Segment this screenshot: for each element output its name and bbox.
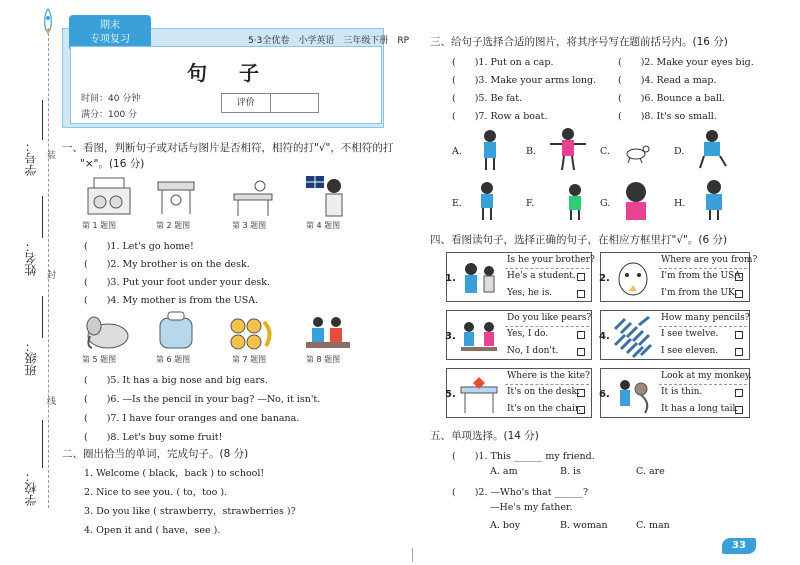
review-tag-line2: 专项复习 <box>90 34 130 45</box>
s1-item-3[interactable]: ( )3. Put your foot under your desk. <box>84 277 271 288</box>
s4-box6-divider <box>659 384 747 385</box>
picture-e <box>472 180 502 222</box>
s4-box-6 <box>600 368 750 418</box>
section3-heading: 三、给句子选择合适的图片，将其序号写在题前括号内。(16 分) <box>430 36 728 48</box>
binding-mark-line: 线 <box>45 396 55 405</box>
page-title: 句 子 <box>187 61 265 85</box>
time-limit: 时间：40 分钟 <box>81 94 141 104</box>
s4-box6-number: 6. <box>599 389 610 400</box>
s4-box2-question: Where are you from? <box>661 255 758 265</box>
choice-letter-c: C. <box>600 146 610 157</box>
s4-box3-checkbox-a[interactable] <box>577 331 585 339</box>
s4-box6-option-b: It has a long tail. <box>661 404 739 414</box>
s4-box3-question: Do you like pears? <box>507 313 592 323</box>
s1-item-1[interactable]: ( )1. Let's go home! <box>84 241 194 252</box>
s4-box-3 <box>446 310 592 360</box>
section5-heading: 五、单项选择。(14 分) <box>430 430 539 442</box>
s4-box4-divider <box>659 326 747 327</box>
s4-box-5 <box>446 368 592 418</box>
school-line[interactable] <box>42 420 43 468</box>
picture-d <box>696 128 730 170</box>
s5-q2-option-c[interactable]: C. man <box>636 520 670 531</box>
s4-box4-option-a: I see twelve. <box>661 329 719 339</box>
binding-dashed-line <box>48 28 49 508</box>
s4-box2-picture <box>611 257 655 301</box>
section1-heading-cont: "×"。(16 分) <box>80 158 145 170</box>
page-number: 33 <box>722 538 756 554</box>
binding-mark-zhuang: 装 <box>45 150 55 159</box>
question3-picture <box>230 178 280 218</box>
s4-box6-checkbox-b[interactable] <box>735 406 743 414</box>
s4-box3-option-b: No, I don't. <box>507 346 559 356</box>
caption-question5: 第 5 题图 <box>82 355 117 364</box>
s4-box3-checkbox-b[interactable] <box>577 348 585 356</box>
caption-question2: 第 2 题图 <box>156 221 191 230</box>
s4-box-1 <box>445 252 595 302</box>
s4-box-4 <box>600 310 750 360</box>
school-label: 学校： <box>24 470 38 506</box>
choice-letter-b: B. <box>526 146 537 157</box>
student-id-line[interactable] <box>42 100 43 140</box>
s4-box5-question: Where is the kite? <box>507 371 590 381</box>
evaluation-label: 评价 <box>222 94 271 112</box>
s4-box6-checkbox-a[interactable] <box>735 389 743 397</box>
s4-box5-divider <box>505 384 589 385</box>
s2-item-3[interactable]: 3. Do you like ( strawberry，strawberries )? <box>84 506 296 517</box>
s4-box6-option-a: It is thin. <box>661 387 703 397</box>
s5-question-2[interactable]: ( )2. —Who's that ______? <box>452 487 589 498</box>
s4-box1-checkbox-a[interactable] <box>577 273 585 281</box>
s4-box6-picture <box>611 373 655 417</box>
s4-box-2 <box>599 252 758 302</box>
caption-question3: 第 3 题图 <box>232 221 267 230</box>
s4-box3-picture <box>457 315 501 359</box>
review-tag-line1: 期末 <box>100 20 120 31</box>
s3-item-7[interactable]: ( )7. Row a boat. <box>452 111 548 122</box>
s5-q1-option-c[interactable]: C. are <box>636 466 665 477</box>
picture-c <box>622 140 652 164</box>
s4-box4-option-b: I see eleven. <box>661 346 719 356</box>
choice-letter-a: A. <box>452 146 462 157</box>
s3-item-8[interactable]: ( )8. It's so small. <box>618 111 717 122</box>
s4-box5-option-a: It's on the desk. <box>507 387 580 397</box>
caption-question8: 第 8 题图 <box>306 355 341 364</box>
s4-box1-question: Is he your brother? <box>507 255 595 265</box>
s3-item-3[interactable]: ( )3. Make your arms long. <box>452 75 597 86</box>
question5-picture <box>84 314 132 350</box>
s4-box5-number: 5. <box>445 389 456 400</box>
s3-item-6[interactable]: ( )6. Bounce a ball. <box>618 93 725 104</box>
name-line[interactable] <box>42 196 43 238</box>
s5-q2-answer: —He's my father. <box>490 502 573 513</box>
s1-item-2[interactable]: ( )2. My brother is on the desk. <box>84 259 250 270</box>
question4-picture <box>304 174 350 218</box>
s3-item-5[interactable]: ( )5. Be fat. <box>452 93 523 104</box>
s5-q1-option-b[interactable]: B. is <box>560 466 581 477</box>
caption-question1: 第 1 题图 <box>82 221 117 230</box>
s4-box2-number: 2. <box>599 273 610 284</box>
series-label: 5·3全优卷 小学英语 三年级下册 RP <box>248 36 409 46</box>
s4-box1-divider <box>505 268 589 269</box>
s1-item-6[interactable]: ( )6. —Is the pencil in your bag? —No, it isn't. <box>84 394 321 405</box>
s2-item-1[interactable]: 1. Welcome ( black，back ) to school! <box>84 468 265 479</box>
s4-box5-checkbox-a[interactable] <box>577 389 585 397</box>
s4-box2-checkbox-a[interactable] <box>735 273 743 281</box>
s4-box3-option-a: Yes, I do. <box>507 329 549 339</box>
s1-item-8[interactable]: ( )8. Let's buy some fruit! <box>84 432 223 443</box>
choice-letter-f: F. <box>526 198 535 209</box>
full-score: 满分：100 分 <box>81 110 138 120</box>
s4-box3-number: 3. <box>445 331 456 342</box>
s4-box2-divider <box>659 268 747 269</box>
question1-picture <box>84 174 134 216</box>
picture-a <box>476 128 504 172</box>
s4-box4-checkbox-a[interactable] <box>735 331 743 339</box>
s4-box5-option-b: It's on the chair. <box>507 404 582 414</box>
s2-item-4[interactable]: 4. Open it and ( have，see ). <box>84 525 221 536</box>
question7-picture <box>228 314 276 350</box>
s4-box1-option-b: Yes, he is. <box>507 288 553 298</box>
choice-letter-h: H. <box>674 198 686 209</box>
s4-box4-pencils-picture <box>611 315 655 359</box>
s4-box2-checkbox-b[interactable] <box>735 290 743 298</box>
evaluation-field[interactable] <box>271 94 319 112</box>
s4-box6-question: Look at my monkey. <box>661 371 752 381</box>
picture-f <box>560 182 590 222</box>
s1-item-5[interactable]: ( )5. It has a big nose and big ears. <box>84 375 268 386</box>
section2-heading: 二、圈出恰当的单词，完成句子。(8 分) <box>62 448 249 460</box>
binding-strip <box>0 0 58 565</box>
s5-question-1[interactable]: ( )1. This ______ my friend. <box>452 451 595 462</box>
section4-heading: 四、看图读句子，选择正确的句子，在相应方框里打"√"。(6 分) <box>430 234 728 246</box>
class-label: 班级： <box>24 340 38 376</box>
s4-box3-divider <box>505 326 589 327</box>
s4-box2-option-a: I'm from the USA. <box>661 271 744 281</box>
binding-mark-seal: 封 <box>45 270 55 279</box>
s3-item-2[interactable]: ( )2. Make your eyes big. <box>618 57 754 68</box>
header-inner <box>70 46 382 124</box>
s3-item-4[interactable]: ( )4. Read a map. <box>618 75 717 86</box>
s4-box4-number: 4. <box>599 331 610 342</box>
s4-box1-checkbox-b[interactable] <box>577 290 585 298</box>
s4-box4-question: How many pencils? <box>661 313 750 323</box>
s4-box5-picture <box>457 373 501 417</box>
evaluation-box <box>221 93 319 113</box>
student-id-label: 学号： <box>24 140 38 176</box>
question6-picture <box>156 310 196 352</box>
picture-g <box>618 180 654 224</box>
caption-question4: 第 4 题图 <box>306 221 341 230</box>
picture-b <box>548 126 588 172</box>
s4-box1-number: 1. <box>445 273 456 284</box>
question8-picture <box>304 314 352 350</box>
name-label: 姓名： <box>24 240 38 276</box>
question2-picture <box>154 176 198 216</box>
s4-box5-checkbox-b[interactable] <box>577 406 585 414</box>
s5-q2-option-b[interactable]: B. woman <box>560 520 608 531</box>
choice-letter-g: G. <box>600 198 611 209</box>
page-divider <box>412 548 413 562</box>
s4-box4-checkbox-b[interactable] <box>735 348 743 356</box>
caption-question6: 第 6 题图 <box>156 355 191 364</box>
s1-item-4[interactable]: ( )4. My mother is from the USA. <box>84 295 259 306</box>
choice-letter-e: E. <box>452 198 462 209</box>
class-line[interactable] <box>42 296 43 338</box>
picture-h <box>698 178 730 222</box>
s5-q1-option-a[interactable]: A. am <box>490 466 518 477</box>
s3-item-1[interactable]: ( )1. Put on a cap. <box>452 57 554 68</box>
s4-box2-option-b: I'm from the UK. <box>661 288 738 298</box>
s2-item-2[interactable]: 2. Nice to see you. ( to，too ). <box>84 487 228 498</box>
section1-heading: 一、看图，判断句子或对话与图片是否相符，相符的打"√"，不相符的打 <box>62 142 394 154</box>
s4-box1-option-a: He's a student. <box>507 271 576 281</box>
s4-box1-picture <box>457 257 501 301</box>
s5-q2-option-a[interactable]: A. boy <box>490 520 521 531</box>
choice-letter-d: D. <box>674 146 685 157</box>
caption-question7: 第 7 题图 <box>232 355 267 364</box>
s1-item-7[interactable]: ( )7. I have four oranges and one banana. <box>84 413 300 424</box>
